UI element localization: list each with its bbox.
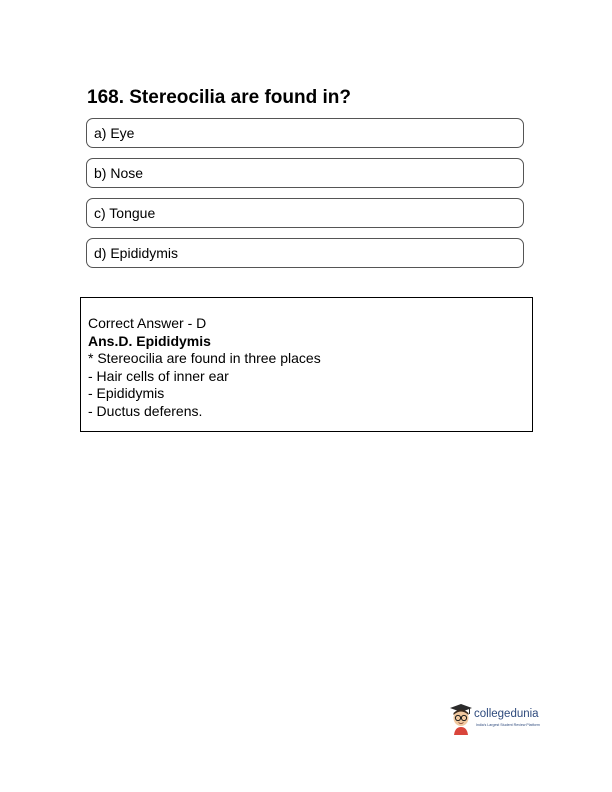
correct-answer-text: Correct Answer - D (88, 315, 207, 331)
logo-wordmark: collegedunia (474, 708, 539, 720)
mascot-icon (449, 703, 473, 735)
logo-tagline: India's Largest Student Review Platform (476, 723, 540, 727)
answer-line: - Hair cells of inner ear (88, 367, 229, 384)
answer-line: - Ductus deferens. (88, 402, 203, 419)
question-title: 168. Stereocilia are found in? (87, 87, 351, 108)
answer-heading: Ans.D. Epididymis (88, 332, 211, 349)
answer-box (80, 297, 533, 432)
answer-line: - Epididymis (88, 385, 165, 401)
option-c[interactable]: c) Tongue (86, 198, 524, 228)
option-d[interactable]: d) Epididymis (86, 238, 524, 268)
option-b[interactable]: b) Nose (86, 158, 524, 188)
answer-line: * Stereocilia are found in three places (88, 350, 321, 366)
collegedunia-logo (449, 703, 549, 737)
option-a[interactable]: a) Eye (86, 118, 524, 148)
